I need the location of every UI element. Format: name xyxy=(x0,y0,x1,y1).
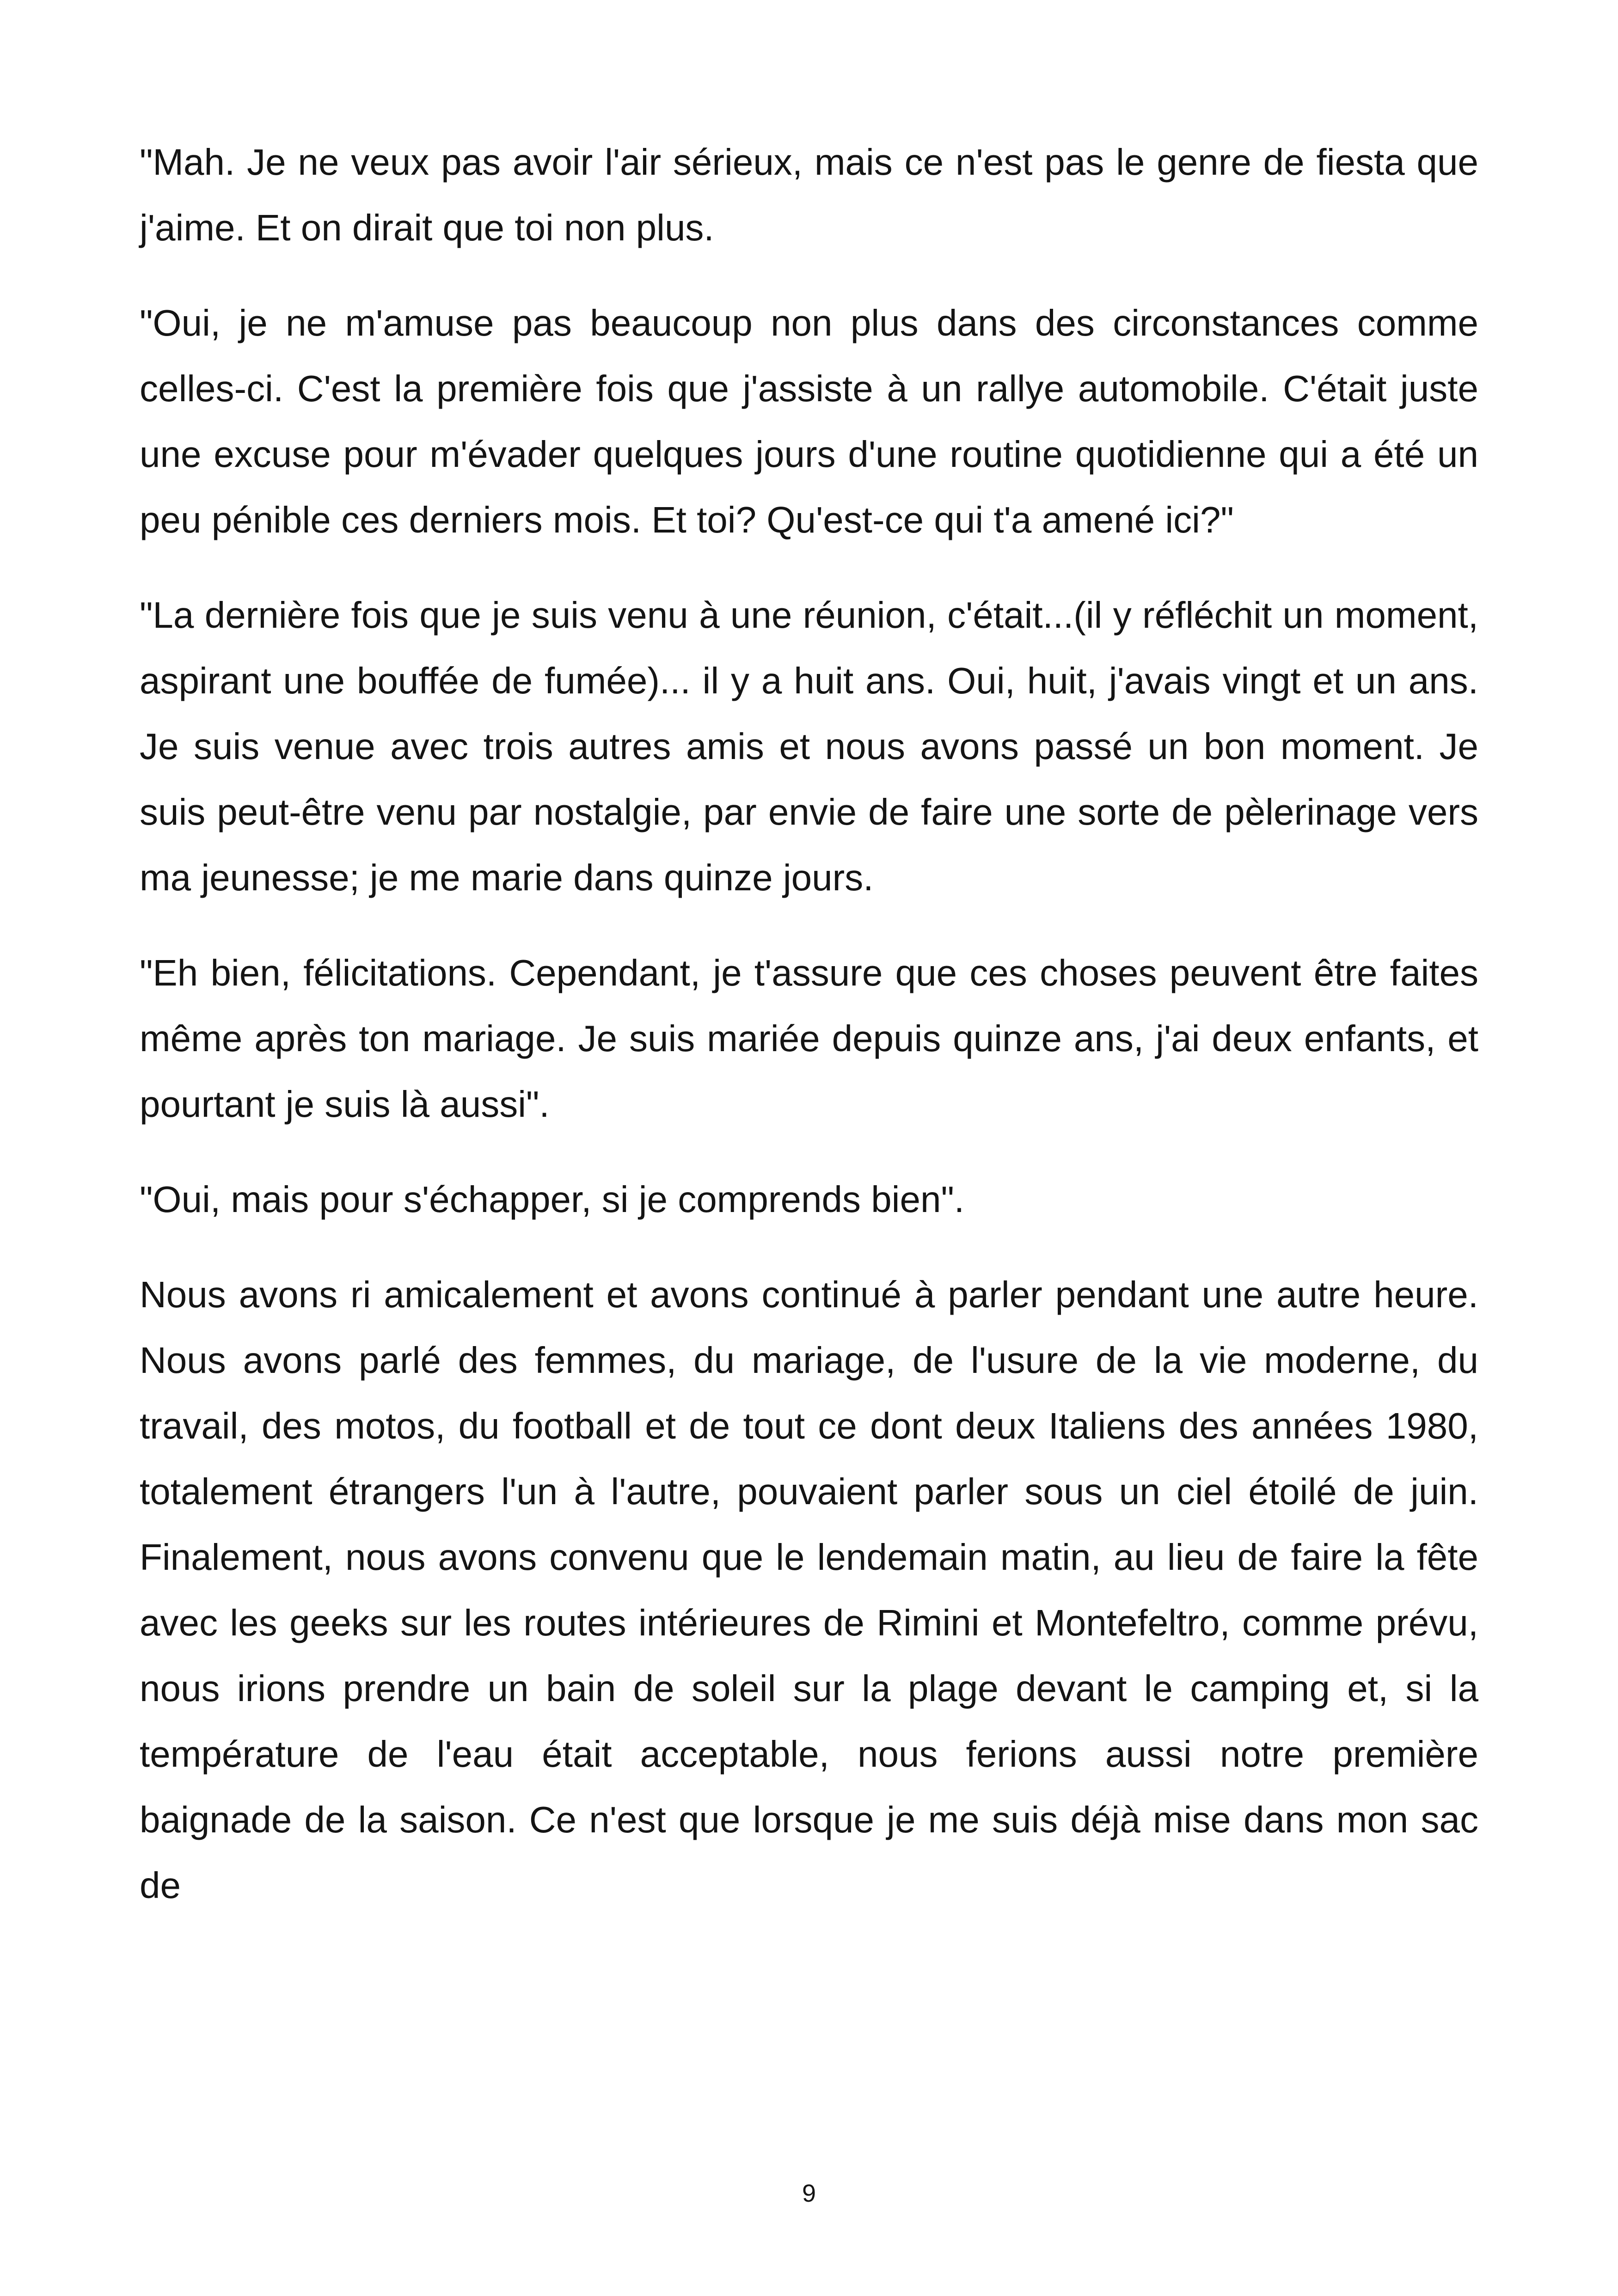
paragraph-1: "Mah. Je ne veux pas avoir l'air sérieux, mais ce n'est pas le genre de fiesta que j'aime. Et on dirait que toi non plus. xyxy=(140,141,1478,248)
paragraph-5: "Oui, mais pour s'échapper, si je comprends bien". xyxy=(140,1179,965,1220)
paragraph-3: "La dernière fois que je suis venu à une réunion, c'était...(il y réfléchit un moment, aspirant une bouffée de fumée)... il y a huit ans. Oui, huit, j'avais vingt et un ans. Je suis venue avec trois autres amis et nous avons passé un bon moment. Je suis peut-être venu par nostalgie, par envie de faire une sorte de pèlerinage vers ma jeunesse; je me marie dans quinze jours. xyxy=(140,594,1478,898)
body-text xyxy=(140,129,1478,1948)
paragraph-2: "Oui, je ne m'amuse pas beaucoup non plus dans des circonstances comme celles-ci. C'est la première fois que j'assiste à un rallye automobile. C'était juste une excuse pour m'évader quelques jours d'une routine quotidienne qui a été un peu pénible ces derniers mois. Et toi? Qu'est-ce qui t'a amené ici?" xyxy=(140,302,1478,540)
page-number: 9 xyxy=(802,2180,816,2207)
paragraph-6: Nous avons ri amicalement et avons continué à parler pendant une autre heure. Nous avons parlé des femmes, du mariage, de l'usure de la vie moderne, du travail, des motos, du football et de tout ce dont deux Italiens des années 1980, totalement étrangers l'un à l'autre, pouvaient parler sous un ciel étoilé de juin. Finalement, nous avons convenu que le lendemain matin, au lieu de faire la fête avec les geeks sur les routes intérieures de Rimini et Montefeltro, comme prévu, nous irions prendre un bain de soleil sur la plage devant le camping et, si la température de l'eau était acceptable, nous ferions aussi notre première baignade de la saison. Ce n'est que lorsque je me suis déjà mise dans mon sac de xyxy=(140,1274,1478,1906)
paragraph-4: "Eh bien, félicitations. Cependant, je t'assure que ces choses peuvent être faites même après ton mariage. Je suis mariée depuis quinze ans, j'ai deux enfants, et pourtant je suis là aussi". xyxy=(140,952,1478,1125)
